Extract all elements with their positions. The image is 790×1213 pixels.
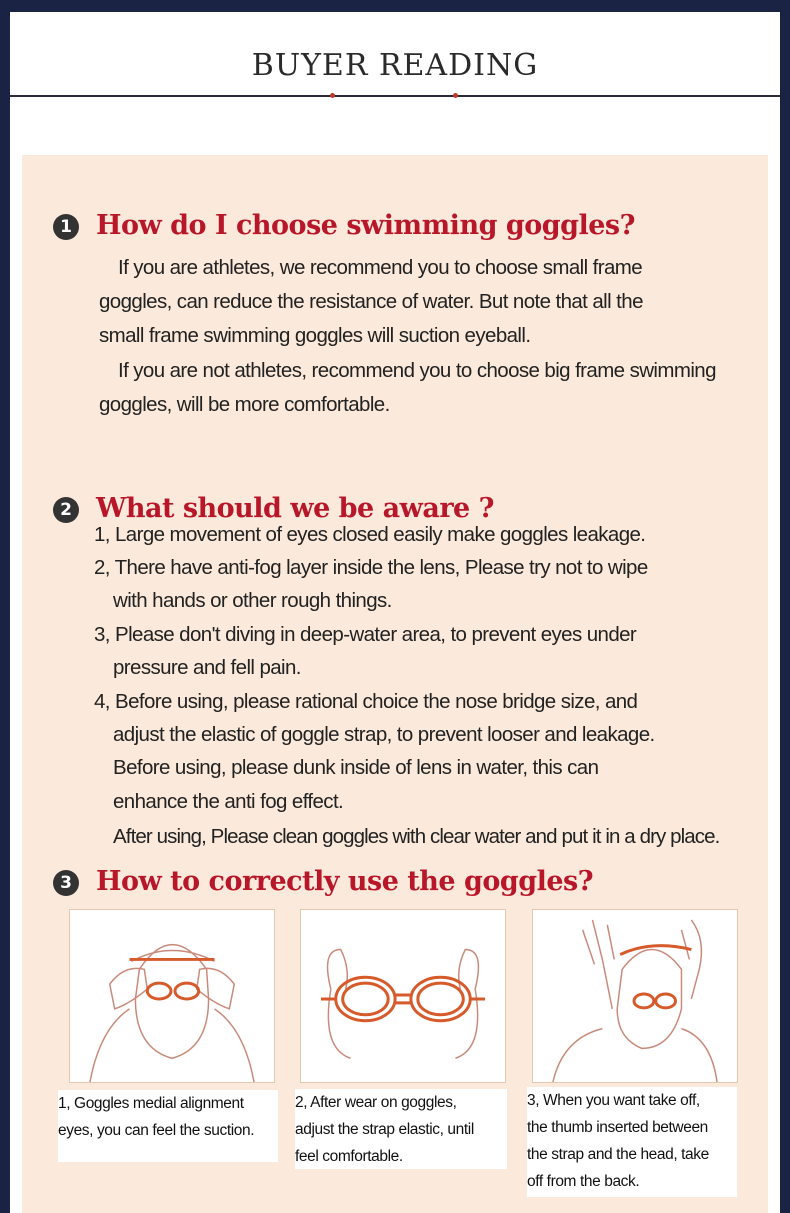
section-2-line: 1, Large movement of eyes closed easily make goggles leakage.: [94, 523, 646, 546]
goggles-alignment-illustration: [69, 909, 275, 1083]
step-3-caption: [527, 1087, 737, 1197]
section-2-line: adjust the elastic of goggle strap, to prevent looser and leakage.: [113, 723, 655, 746]
caption-line: 3, When you want take off,: [527, 1092, 700, 1109]
divider-dot-left: [330, 93, 335, 98]
section-1-line: If you are not athletes, recommend you to choose big frame swimming: [118, 359, 716, 382]
section-2-line: enhance the anti fog effect.: [113, 790, 344, 813]
caption-line: the strap and the head, take: [527, 1146, 709, 1163]
section-2-line: with hands or other rough things.: [113, 589, 392, 612]
section-1-title: How do I choose swimming goggles?: [96, 210, 635, 241]
caption-line: 1, Goggles medial alignment: [58, 1095, 244, 1112]
section-2-line: pressure and fell pain.: [113, 656, 301, 679]
section-2-line: 3, Please don't diving in deep-water area, to prevent eyes under: [94, 623, 637, 646]
section-3-number-badge: 3: [53, 870, 79, 896]
goggles-strap-illustration: [300, 909, 506, 1083]
section-1-number-badge: 1: [53, 214, 79, 240]
caption-line: eyes, you can feel the suction.: [58, 1122, 255, 1139]
section-1-line: If you are athletes, we recommend you to choose small frame: [118, 256, 643, 279]
caption-line: off from the back.: [527, 1173, 640, 1190]
caption-line: feel comfortable.: [295, 1148, 403, 1165]
caption-line: adjust the strap elastic, until: [295, 1121, 474, 1138]
section-2-number-badge: 2: [53, 497, 79, 523]
section-2-line: 4, Before using, please rational choice the nose bridge size, and: [94, 690, 638, 713]
step-1-caption: [58, 1090, 278, 1162]
caption-line: 2, After wear on goggles,: [295, 1094, 457, 1111]
caption-line: the thumb inserted between: [527, 1119, 708, 1136]
section-1-line: goggles, can reduce the resistance of water. But note that all the: [99, 290, 643, 313]
title-divider: [10, 95, 780, 97]
section-2-line: 2, There have anti-fog layer inside the lens, Please try not to wipe: [94, 556, 648, 579]
goggles-removal-illustration: [532, 909, 738, 1083]
section-3-title: How to correctly use the goggles?: [96, 866, 594, 897]
section-2-line: After using, Please clean goggles with clear water and put it in a dry place.: [113, 825, 720, 848]
divider-dot-right: [453, 93, 458, 98]
section-1-line: small frame swimming goggles will suction eyeball.: [99, 324, 531, 347]
page: [10, 12, 780, 1213]
section-2-line: Before using, please dunk inside of lens in water, this can: [113, 756, 599, 779]
page-title: BUYER READING: [251, 48, 539, 83]
section-2-title: What should we be aware ?: [96, 493, 494, 524]
step-2-caption: [295, 1089, 507, 1169]
section-1-line: goggles, will be more comfortable.: [99, 393, 390, 416]
